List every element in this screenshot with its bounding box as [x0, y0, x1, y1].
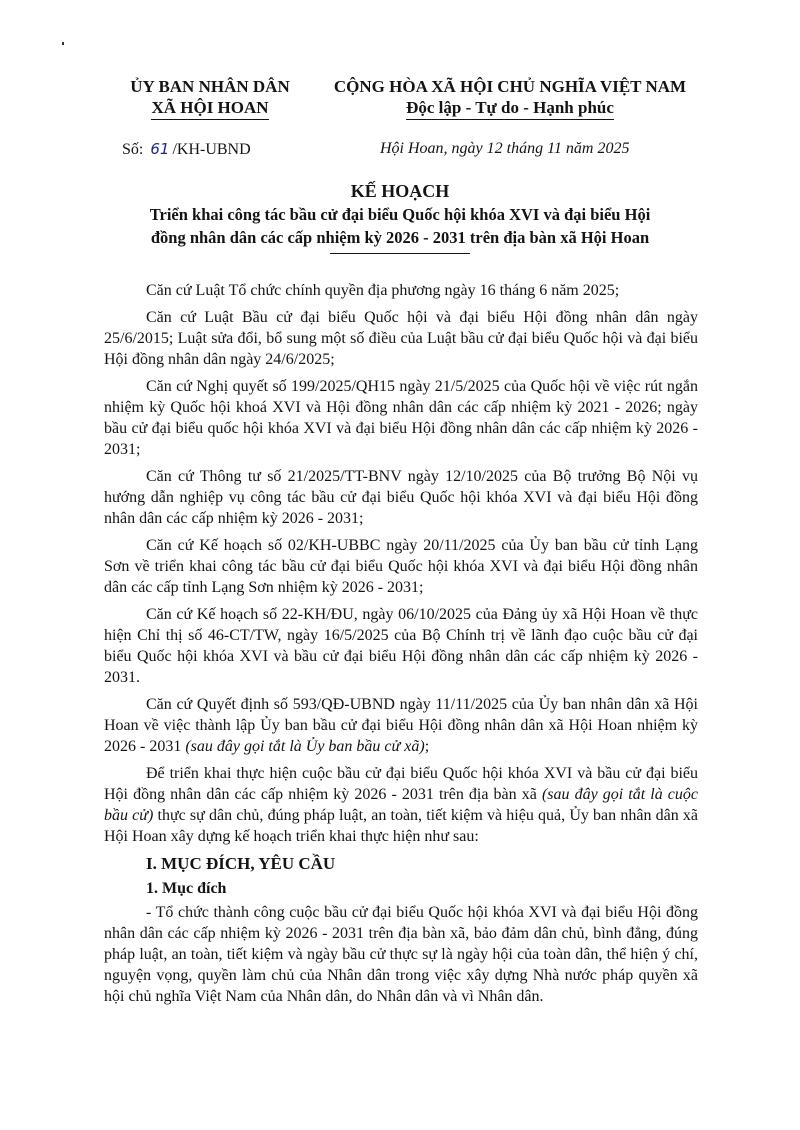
paragraph-legal-basis-4: Căn cứ Thông tư số 21/2025/TT-BNV ngày 12/10/2025 của Bộ trưởng Bộ Nội vụ hướng dẫn nghiệp vụ công tác bầu cử đại biểu Quốc hội khóa XVI và đại biểu Hội đồng nhân dân các cấp nhiệm kỳ 2026 - 2031; [104, 468, 698, 527]
p8-end: thực sự dân chủ, đúng pháp luật, an toàn, tiết kiệm và hiệu quả, Ủy ban nhân dân xã Hội Hoan xây dựng kế hoạch triển khai thực hiện như sau: [104, 807, 699, 845]
title-underline [330, 253, 470, 254]
subtitle-line1: Triển khai công tác bầu cử đại biểu Quốc hội khóa XVI và đại biểu Hội [149, 205, 651, 224]
p8-text: Để triển khai thực hiện cuộc bầu cử đại biểu Quốc hội khóa XVI và bầu cử đại biểu Hội đồng nhân dân các cấp nhiệm kỳ 2026 - 2031 trên địa bàn xã [104, 765, 698, 803]
number-suffix: /KH-UBND [172, 141, 251, 158]
paragraph-legal-basis-2: Căn cứ Luật Bầu cử đại biểu Quốc hội và đại biểu Hội đồng nhân dân ngày 25/6/2015; Luật sửa đổi, bổ sung một số điều của Luật bầu cử đại biểu Quốc hội và đại biểu Hội đồng nhân dân ngày 24/6/2025; [104, 309, 698, 368]
nation-line1: CỘNG HÒA XÃ HỘI CHỦ NGHĨA VIỆT NAM [333, 77, 687, 96]
scan-speck [62, 42, 64, 45]
paragraph-legal-basis-6: Căn cứ Kế hoạch số 22-KH/ĐU, ngày 06/10/2025 của Đảng ủy xã Hội Hoan về thực hiện Chỉ thị số 46-CT/TW, ngày 16/5/2025 của Bộ Chính trị về lãnh đạo cuộc bầu cử đại biểu Quốc hội khóa XVI và bầu cử đại biểu Hội đồng nhân dân các cấp nhiệm kỳ 2026 - 2031. [104, 606, 698, 686]
paragraph-legal-basis-7 [104, 694, 698, 757]
paragraph-legal-basis-5: Căn cứ Kế hoạch số 02/KH-UBBC ngày 20/11/2025 của Ủy ban bầu cử tỉnh Lạng Sơn về triển khai công tác bầu cử đại biểu Quốc hội khóa XVI và đại biểu Hội đồng nhân dân các cấp tỉnh Lạng Sơn nhiệm kỳ 2026 - 2031; [104, 537, 698, 596]
document-title: KẾ HOẠCH [350, 181, 450, 201]
number-prefix: Số: [122, 141, 144, 158]
national-motto [320, 76, 700, 120]
number-handwritten: 61 [150, 140, 170, 158]
document-body [104, 280, 698, 1013]
issuing-agency [100, 76, 320, 120]
section-heading-1: I. MỤC ĐÍCH, YÊU CẦU [146, 854, 336, 873]
nation-line2: Độc lập - Tự do - Hạnh phúc [406, 97, 614, 120]
paragraph-legal-basis-3: Căn cứ Nghị quyết số 199/2025/QH15 ngày 21/5/2025 của Quốc hội về việc rút ngắn nhiệm kỳ Quốc hội khoá XVI và Hội đồng nhân dân các cấp nhiệm kỳ 2021 - 2026; ngày bầu cử đại biểu quốc hội khóa XVI và đại biểu Hội đồng nhân dân các cấp nhiệm kỳ 2026 - 2031; [104, 378, 698, 458]
paragraph-purpose-intro [104, 763, 698, 847]
paragraph-legal-basis-1: Căn cứ Luật Tổ chức chính quyền địa phương ngày 16 tháng 6 năm 2025; [146, 282, 620, 299]
document-subtitle [100, 203, 700, 249]
p7-italic: (sau đây gọi tắt là Ủy ban bầu cử xã) [185, 738, 425, 755]
document-number [122, 140, 251, 159]
p7-end: ; [424, 738, 430, 755]
agency-line2: XÃ HỘI HOAN [151, 97, 268, 120]
p8-italic: (sau đây gọi tắt là cuộc bầu cử) [104, 786, 699, 824]
p7-text: Căn cứ Quyết định số 593/QĐ-UBND ngày 11/11/2025 của Ủy ban nhân dân xã Hội Hoan về việc thành lập Ủy ban bầu cử đại biểu Hội đồng nhân dân xã Hội Hoan nhiệm kỳ 2026 - 2031 [104, 696, 698, 755]
agency-line1: ỦY BAN NHÂN DÂN [130, 77, 290, 96]
paragraph-purpose-1: - Tổ chức thành công cuộc bầu cử đại biểu Quốc hội khóa XVI và đại biểu Hội đồng nhân dân các cấp nhiệm kỳ 2026 - 2031 trên địa bàn xã, bảo đảm dân chủ, bình đẳng, đúng pháp luật, an toàn, tiết kiệm và ngày bầu cử thực sự là ngày hội của toàn dân, thể hiện ý chí, nguyện vọng, quyền làm chủ của Nhân dân trong việc xây dựng Nhà nước pháp quyền xã hội chủ nghĩa Việt Nam của Nhân dân, do Nhân dân và vì Nhân dân. [104, 904, 698, 1005]
document-date: Hội Hoan, ngày 12 tháng 11 năm 2025 [380, 140, 630, 157]
subtitle-line2: đồng nhân dân các cấp nhiệm kỳ 2026 - 2031 trên địa bàn xã Hội Hoan [150, 228, 650, 247]
subsection-heading-1: 1. Mục đích [146, 880, 227, 897]
